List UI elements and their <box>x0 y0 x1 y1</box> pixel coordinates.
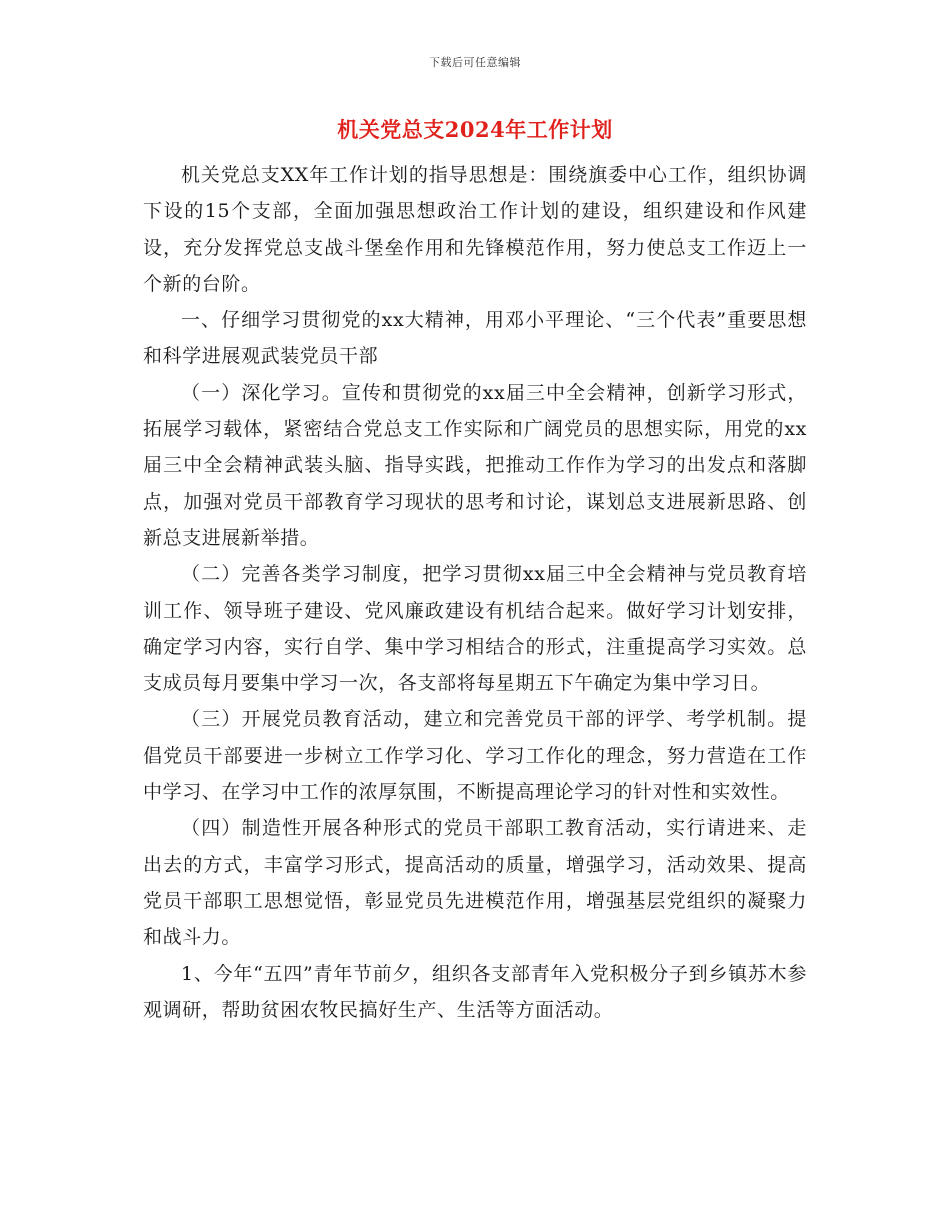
document-body <box>143 157 807 1028</box>
paragraph-guiding-idea: 机关党总支XX年工作计划的指导思想是：围绕旗委中心工作，组织协调下设的15个支部，全面加强思想政治工作计划的建设，组织建设和作风建设，充分发挥党总支战斗堡垒作用和先锋模范作用，努力使总支工作迈上一个新的台阶。 <box>143 164 807 295</box>
paragraph-item-3: （三）开展党员教育活动，建立和完善党员干部的评学、考学机制。提倡党员干部要进一步树立工作学习化、学习工作化的理念，努力营造在工作中学习、在学习中工作的浓厚氛围，不断提高理论学习的针对性和实效性。 <box>143 708 807 804</box>
paragraph-item-2: （二）完善各类学习制度，把学习贯彻xx届三中全会精神与党员教育培训工作、领导班子建设、党风廉政建设有机结合起来。做好学习计划安排，确定学习内容，实行自学、集中学习相结合的形式，注重提高学习实效。总支成员每月要集中学习一次，各支部将每星期五下午确定为集中学习日。 <box>143 563 807 695</box>
paragraph-activity-1: 1、今年“五四”青年节前夕，组织各支部青年入党积极分子到乡镇苏木参观调研，帮助贫困农牧民搞好生产、生活等方面活动。 <box>143 962 807 1021</box>
paragraph-item-1: （一）深化学习。宣传和贯彻党的xx届三中全会精神，创新学习形式，拓展学习载体，紧密结合党总支工作实际和广阔党员的思想实际，用党的xx届三中全会精神武装头脑、指导实践，把推动工作作为学习的出发点和落脚点，加强对党员干部教育学习现状的思考和讨论，谋划总支进展新思路、创新总支进展新举措。 <box>143 381 807 549</box>
paragraph-section-one-heading: 一、仔细学习贯彻党的xx大精神，用邓小平理论、“三个代表”重要思想和科学进展观武装党员干部 <box>143 309 807 368</box>
header-note: 下载后可任意编辑 <box>429 56 521 69</box>
paragraph-item-4: （四）制造性开展各种形式的党员干部职工教育活动，实行请进来、走出去的方式，丰富学习形式，提高活动的质量，增强学习，活动效果、提高党员干部职工思想觉悟，彰显党员先进模范作用，增强基层党组织的凝聚力和战斗力。 <box>143 817 807 949</box>
document-title: 机关党总支2024年工作计划 <box>337 117 613 142</box>
